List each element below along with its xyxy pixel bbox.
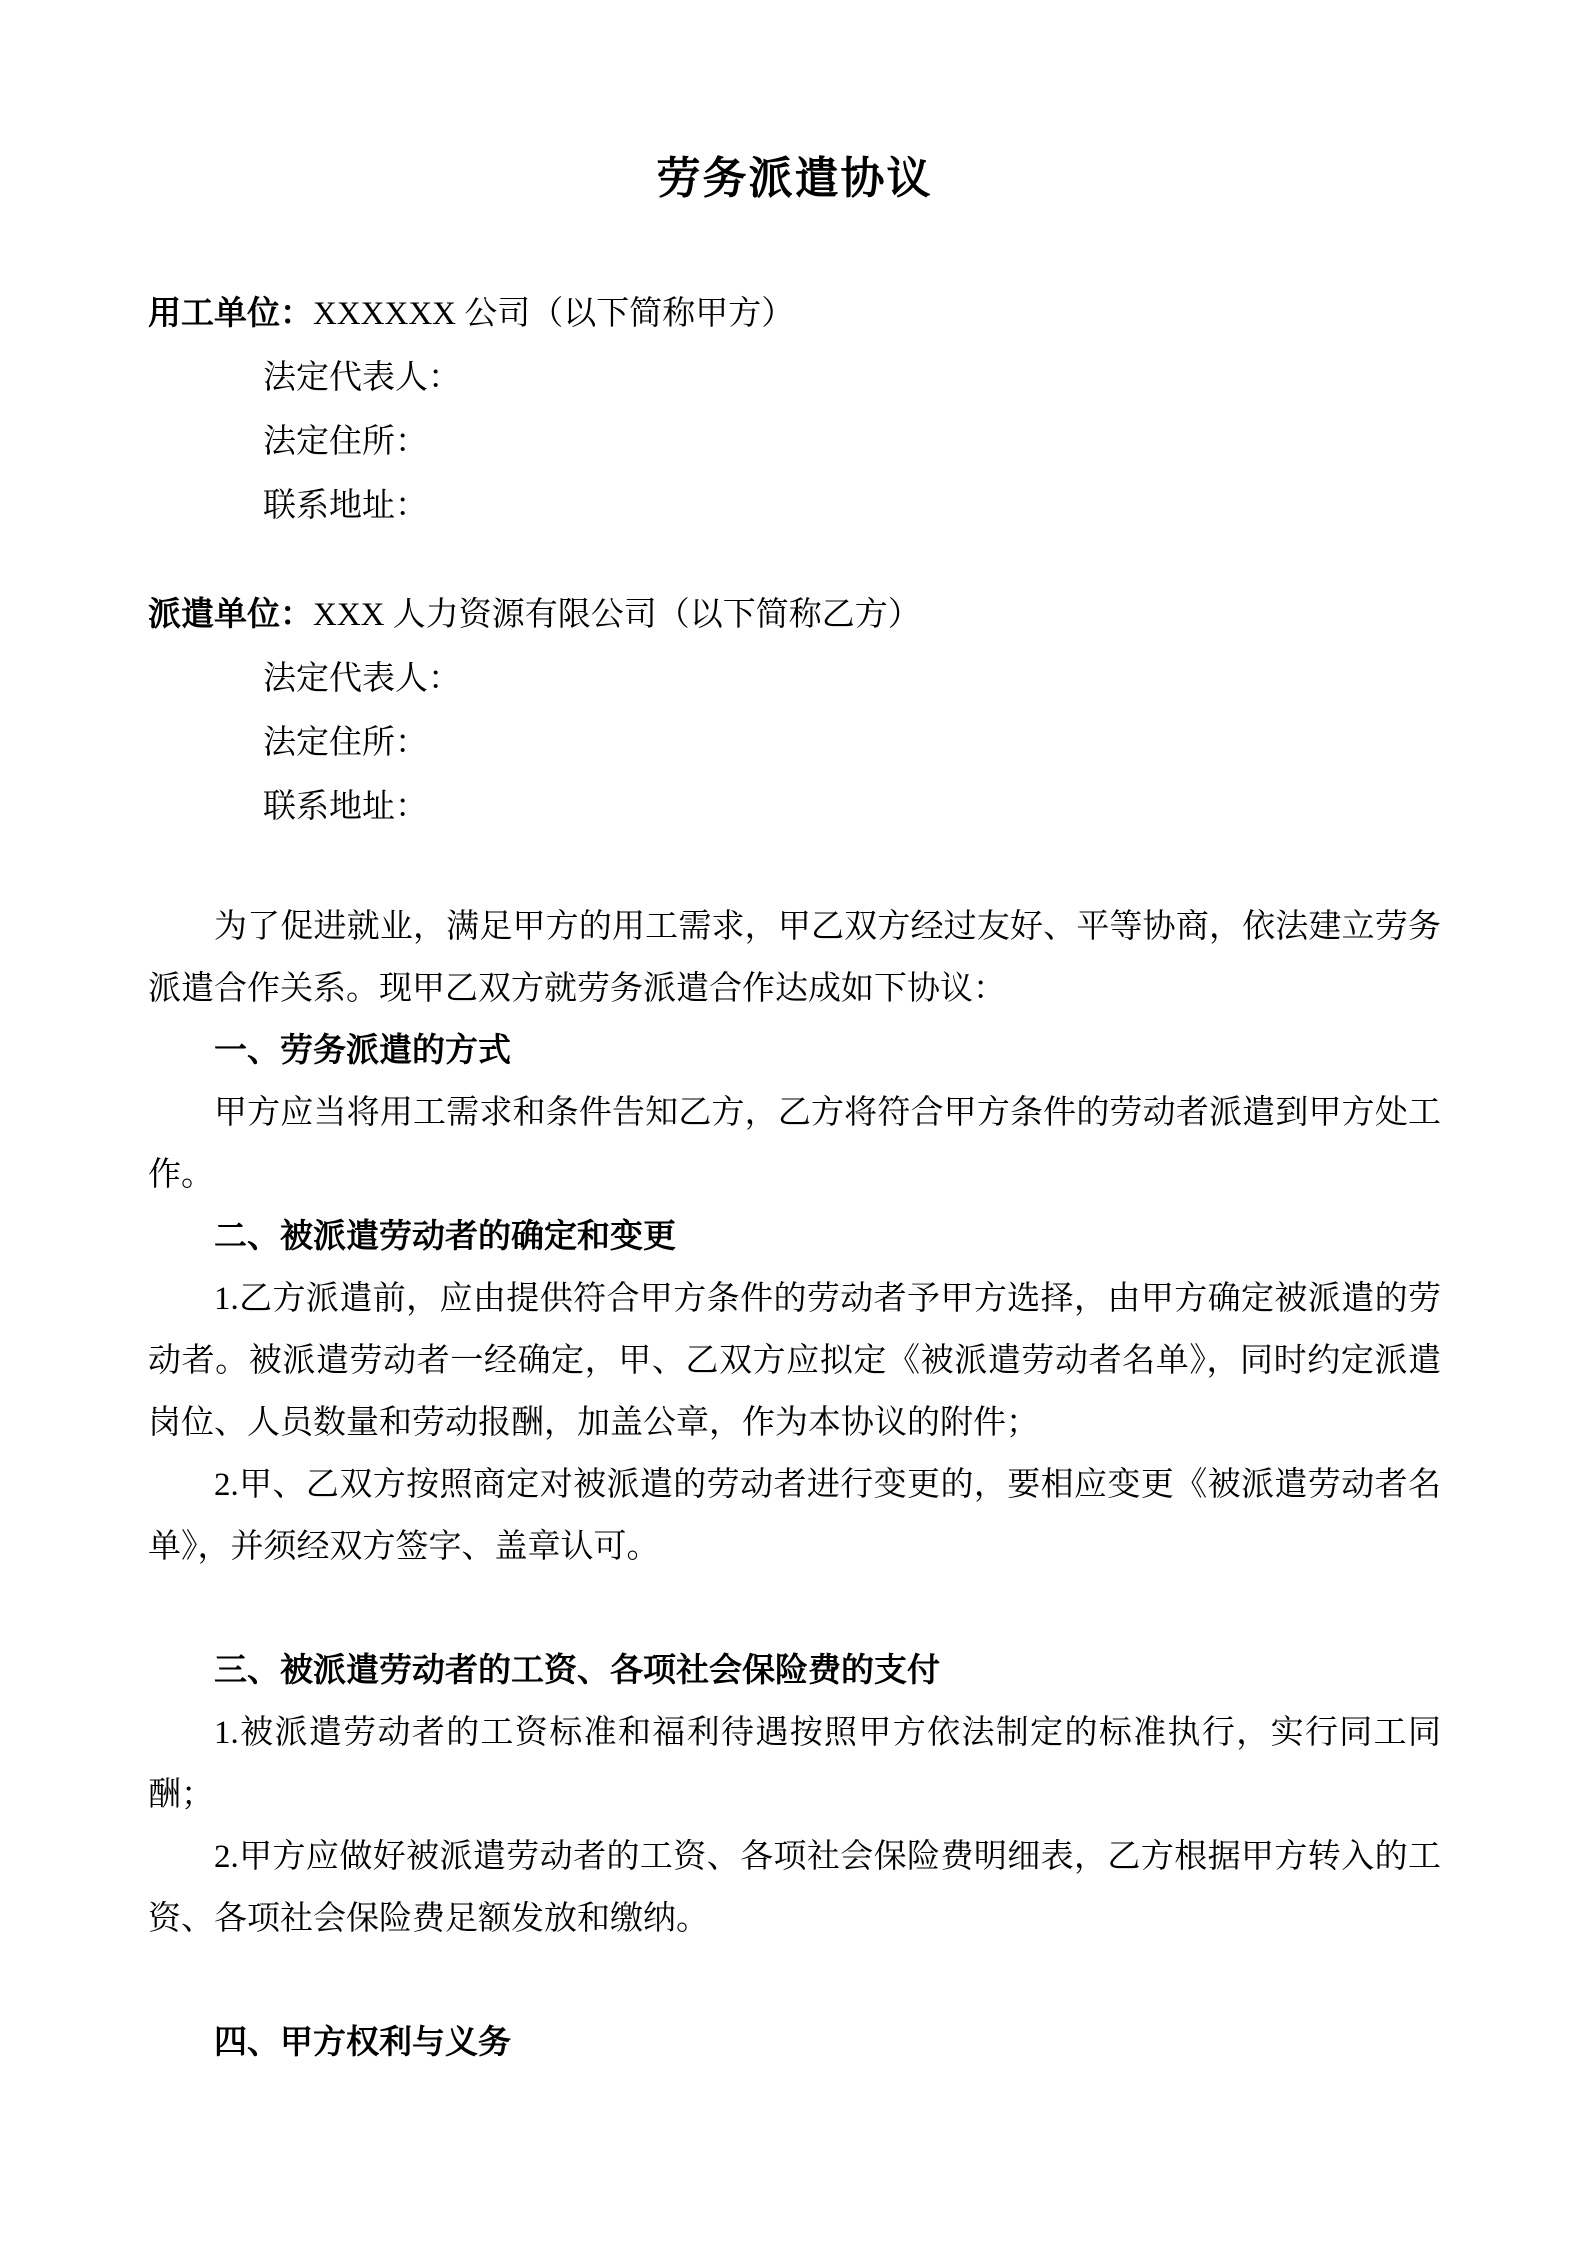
document-title: 劳务派遣协议 <box>656 154 933 203</box>
preamble-paragraph: 为了促进就业，满足甲方的用工需求，甲乙双方经过友好、平等协商，依法建立劳务派遣合作关系。现甲乙双方就劳务派遣合作达成如下协议： <box>148 909 1441 1007</box>
party-field-legal-representative: 法定代表人： <box>263 360 461 396</box>
section-3 <box>148 1640 1441 1950</box>
party-field-legal-representative: 法定代表人： <box>263 661 461 697</box>
section-2 <box>148 1206 1441 1578</box>
section-4-heading: 四、甲方权利与义务 <box>214 2025 511 2061</box>
party-block-employer <box>148 282 1441 538</box>
party-field-legal-domicile: 法定住所： <box>263 424 428 460</box>
party-field-contact-address: 联系地址： <box>263 789 428 825</box>
section-1-paragraph: 甲方应当将用工需求和条件告知乙方，乙方将符合甲方条件的劳动者派遣到甲方处工作。 <box>148 1095 1441 1193</box>
section-3-paragraph: 2.甲方应做好被派遣劳动者的工资、各项社会保险费明细表，乙方根据甲方转入的工资、各项社会保险费足额发放和缴纳。 <box>148 1839 1441 1937</box>
party-field-legal-domicile: 法定住所： <box>263 725 428 761</box>
party-field-contact-address: 联系地址： <box>263 488 428 524</box>
party-name: XXX 人力资源有限公司（以下简称乙方） <box>313 597 921 633</box>
document-body <box>148 896 1441 2074</box>
section-2-heading: 二、被派遣劳动者的确定和变更 <box>214 1219 676 1255</box>
section-1 <box>148 1020 1441 1206</box>
party-label: 用工单位： <box>148 296 313 332</box>
party-head-line <box>148 282 1441 346</box>
section-2-paragraph: 2.甲、乙双方按照商定对被派遣的劳动者进行变更的，要相应变更《被派遣劳动者名单》，并须经双方签字、盖章认可。 <box>148 1467 1441 1565</box>
section-3-paragraph: 1.被派遣劳动者的工资标准和福利待遇按照甲方依法制定的标准执行，实行同工同酬； <box>148 1715 1441 1813</box>
party-block-dispatcher <box>148 583 1441 839</box>
section-4 <box>148 2012 1441 2074</box>
section-1-heading: 一、劳务派遣的方式 <box>214 1033 511 1069</box>
party-name: XXXXXX 公司（以下简称甲方） <box>313 296 795 332</box>
section-2-paragraph: 1.乙方派遣前，应由提供符合甲方条件的劳动者予甲方选择，由甲方确定被派遣的劳动者。被派遣劳动者一经确定，甲、乙双方应拟定《被派遣劳动者名单》，同时约定派遣岗位、人员数量和劳动报酬，加盖公章，作为本协议的附件； <box>148 1281 1441 1441</box>
section-3-heading: 三、被派遣劳动者的工资、各项社会保险费的支付 <box>214 1653 940 1689</box>
party-head-line <box>148 583 1441 647</box>
party-label: 派遣单位： <box>148 597 313 633</box>
